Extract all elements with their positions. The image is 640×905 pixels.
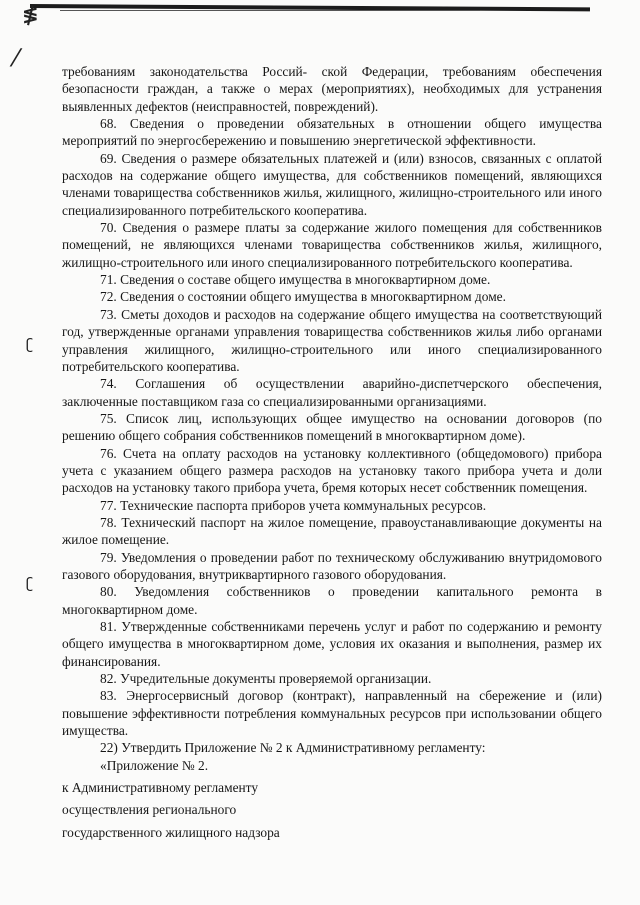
paragraph-item-83: 83. Энергосервисный договор (контракт), направленный на сбережение и (или) повышение эффективности потребления коммунальных ресурсов при использовании общего имущества. — [62, 688, 602, 739]
paragraph-item-72: 72. Сведения о состоянии общего имущества в многоквартирном доме. — [100, 289, 506, 305]
paragraph-item-69: 69. Сведения о размере обязательных платежей и (или) взносов, связанных с оплатой расходов на содержание общего имущества, для собственников помещений, являющихся членами товарищества собственников жилья, жилищного, жилищно-строительного или иного специализированного потребительского кооператива. — [62, 150, 602, 218]
paragraph-item-74: 74. Соглашения об осуществлении аварийно-диспетчерского обеспечения, заключенные поставщиком газа со специализированными организациями. — [62, 376, 602, 409]
margin-tick-icon: ʗ — [26, 337, 34, 353]
amendment-paragraph: 22) Утвердить Приложение № 2 к Административному регламенту: — [100, 740, 486, 756]
paragraph-item-70: 70. Сведения о размере платы за содержание жилого помещения для собственников помещений, не являющихся членами товарищества собственников жилья, жилищного, жилищно-строительного или иного специализированного потребительского кооператива. — [62, 220, 602, 270]
paragraph-continuation: требованиям законодательства Россий- ской Федерации, требованиям обеспечения безопасности граждан, а также о мерах (мероприятиях), необходимых для устранения выявленных дефектов (неисправностей, повреждений). — [62, 64, 602, 114]
appendix-line: к Административному регламенту — [62, 780, 259, 796]
appendix-line: государственного жилищного надзора — [62, 824, 280, 840]
paragraph-item-77: 77. Технические паспорта приборов учета коммунальных ресурсов. — [100, 497, 487, 513]
margin-mark-icon: ≸ — [22, 2, 39, 26]
paragraph-item-75: 75. Список лиц, использующих общее имущество на основании договоров (по решению общего собрания собственников помещений в многоквартирном доме). — [62, 410, 602, 444]
margin-tick-icon: ʗ — [26, 576, 34, 592]
paragraph-item-71: 71. Сведения о составе общего имущества в многоквартирном доме. — [100, 272, 491, 288]
paragraph-item-73: 73. Сметы доходов и расходов на содержание общего имущества на соответствующий год, утвержденные органами управления товарищества собственников жилья либо органами управления жилищного, жилищно-строительного или иного специализированного потребительского кооператива. — [62, 306, 602, 374]
paragraph-item-82: 82. Учредительные документы проверяемой организации. — [100, 671, 432, 687]
handwritten-mark-icon: ⁄ — [14, 44, 19, 72]
paragraph-item-78: 78. Технический паспорт на жилое помещение, правоустанавливающие документы на жилое помещение. — [62, 514, 602, 548]
scan-top-line — [60, 10, 480, 11]
paragraph-item-79: 79. Уведомления о проведении работ по техническому обслуживанию внутридомового газового оборудования, внутриквартирного газового оборудования. — [62, 549, 602, 582]
paragraph-item-81: 81. Утвержденные собственниками перечень услуг и работ по содержанию и ремонту общего имущества в многоквартирном доме, условия их оказания и выполнения, размер их финансирования. — [62, 619, 602, 669]
paragraph-item-80: 80. Уведомления собственников о проведении капитального ремонта в многоквартирном доме. — [62, 584, 602, 617]
appendix-line: осуществления регионального — [62, 802, 237, 818]
document-page — [62, 63, 602, 841]
paragraph-item-68: 68. Сведения о проведении обязательных в отношении общего имущества мероприятий по энергосбережению и повышению энергетической эффективности. — [62, 116, 602, 149]
paragraph-item-76: 76. Счета на оплату расходов на установку коллективного (общедомового) прибора учета с указанием общего размера расходов на установку такого прибора учета и доли расходов на установку такого прибора учета, бремя которых несет собственник помещения. — [62, 445, 602, 496]
appendix-title: «Приложение № 2. — [100, 757, 209, 773]
